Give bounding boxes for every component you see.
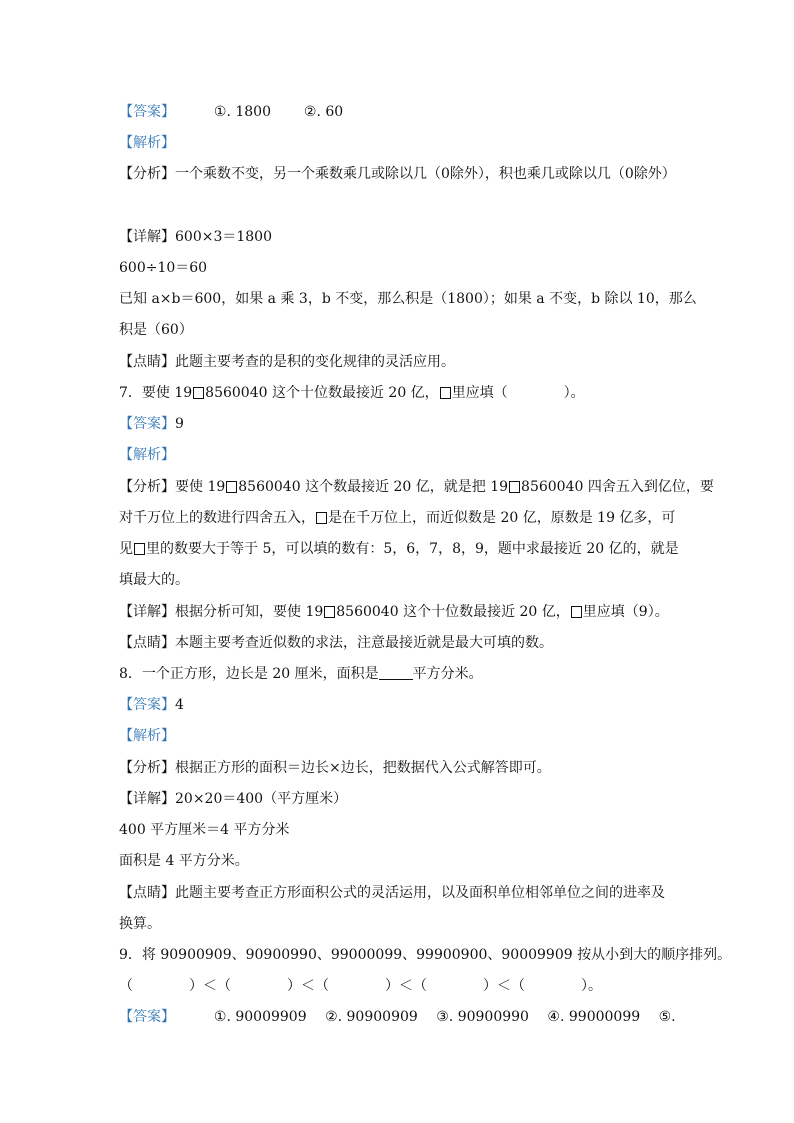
answer-value-1: ①. 90009909 [213, 1009, 307, 1025]
q6-xiangjie-line-4: 积是（60） [119, 322, 193, 338]
dianjing-text: 此题主要考查正方形面积公式的灵活运用，以及面积单位相邻单位之间的进率及 [175, 885, 665, 901]
answer-value-1: ①. 1800 [213, 104, 271, 120]
question-text: 8560040 这个十位数最接近 20 亿， [205, 385, 439, 401]
q7-fenxi-line-2 [119, 508, 675, 528]
q6-xiangjie-line [119, 227, 272, 247]
question-text: 里应填（ ）。 [451, 385, 585, 401]
xiangjie-text: 根据分析可知，要使 19 [175, 604, 324, 620]
fenxi-text: 里的数要大于等于 5，可以填的数有：5，6，7，8，9，题中求最接近 20 亿的，就是 [146, 541, 679, 557]
blank-box [316, 512, 327, 524]
blank-box [509, 481, 520, 493]
fenxi-tag: 【分析】 [119, 479, 175, 495]
q6-fenxi-line [119, 164, 676, 184]
q6-xiangjie-line-3: 已知 a×b＝600，如果 a 乘 3，b 不变，那么积是（1800）；如果 a 不变，b 除以 10，那么 [119, 291, 697, 307]
dianjing-tag: 【点睛】 [119, 354, 175, 370]
xiangjie-tag: 【详解】 [119, 791, 175, 807]
q8-xiangjie-line-3: 面积是 4 平方分米。 [119, 853, 249, 869]
fenxi-text: 见 [119, 541, 133, 557]
q6-xiangjie-line-2: 600÷10＝60 [119, 260, 208, 276]
q8-answer-line [119, 695, 184, 715]
q7-fenxi-line-3 [119, 539, 679, 559]
xiangjie-text: 里应填（9）。 [582, 604, 669, 620]
q9-question: 9．将 90900909、90900990、99000099、99900900、90009909 按从小到大的顺序排列。 [119, 947, 732, 963]
blank-box [134, 543, 145, 555]
question-text: 7．要使 19 [119, 385, 193, 401]
blank-box [571, 606, 582, 618]
xiangjie-tag: 【详解】 [119, 604, 175, 620]
q8-xiangjie-line-2: 400 平方厘米＝4 平方分米 [119, 822, 290, 838]
fenxi-text: 一个乘数不变，另一个乘数乘几或除以几（0除外），积也乘几或除以几（0除外） [175, 166, 676, 182]
fenxi-tag: 【分析】 [119, 760, 175, 776]
q7-xiangjie-line [119, 602, 669, 622]
fenxi-text: 是在千万位上，而近似数是 20 亿，原数是 19 亿多，可 [328, 510, 676, 526]
fenxi-text: 要使 19 [175, 479, 226, 495]
blank-box [324, 606, 335, 618]
dianjing-tag: 【点睛】 [119, 635, 175, 651]
answer-value-2: ②. 60 [303, 104, 344, 120]
analysis-tag: 【解析】 [119, 447, 175, 463]
answer-tag: 【答案】 [119, 1009, 175, 1025]
answer-value-5: ⑤. [658, 1009, 676, 1025]
answer-value: 4 [175, 697, 184, 713]
fenxi-text: 根据正方形的面积＝边长×边长，把数据代入公式解答即可。 [175, 760, 551, 776]
dianjing-text: 本题主要考查近似数的求法，注意最接近就是最大可填的数。 [175, 635, 553, 651]
q7-question [119, 383, 585, 403]
q7-fenxi-line-4: 填最大的。 [119, 572, 189, 588]
answer-value-4: ④. 99000099 [547, 1009, 641, 1025]
q7-analysis-line [119, 445, 175, 465]
fenxi-text: 对千万位上的数进行四舍五入， [119, 510, 315, 526]
answer-tag: 【答案】 [119, 697, 175, 713]
answer-value-3: ③. 90900990 [436, 1009, 529, 1025]
answer-value: 9 [175, 416, 184, 432]
question-text: 平方分米。 [412, 666, 483, 682]
q6-dianjing-line [119, 352, 455, 372]
q9-blanks: （ ）＜（ ）＜（ ）＜（ ）＜（ ）。 [119, 978, 602, 994]
answer-tag: 【答案】 [119, 416, 175, 432]
q8-fenxi-line [119, 758, 551, 778]
analysis-tag: 【解析】 [119, 728, 175, 744]
q7-dianjing-line [119, 633, 553, 653]
xiangjie-text: 20×20＝400（平方厘米） [175, 791, 348, 807]
q8-dianjing-line-2: 换算。 [119, 916, 161, 932]
question-text: 8．一个正方形，边长是 20 厘米，面积是 [119, 666, 379, 682]
fenxi-text: 8560040 四舍五入到亿位，要 [521, 479, 714, 495]
q8-xiangjie-line [119, 789, 347, 809]
blank-box [193, 387, 204, 399]
q8-question [119, 664, 483, 684]
dianjing-tag: 【点睛】 [119, 885, 175, 901]
xiangjie-tag: 【详解】 [119, 229, 175, 245]
fenxi-text: 8560040 这个数最接近 20 亿，就是把 19 [238, 479, 509, 495]
q8-dianjing-line [119, 883, 665, 903]
dianjing-text: 此题主要考查的是积的变化规律的灵活应用。 [175, 354, 455, 370]
q7-answer-line [119, 414, 184, 434]
answer-tag: 【答案】 [119, 104, 175, 120]
blank-box [226, 481, 237, 493]
xiangjie-text: 600×3＝1800 [175, 229, 272, 245]
q6-analysis-line [119, 133, 175, 153]
analysis-tag: 【解析】 [119, 135, 175, 151]
answer-value-2: ②. 90900909 [325, 1009, 418, 1025]
q8-analysis-line [119, 726, 175, 746]
blank-box [440, 387, 451, 399]
fenxi-tag: 【分析】 [119, 166, 175, 182]
q6-answer-line [119, 102, 343, 122]
q7-fenxi-line-1 [119, 477, 714, 497]
xiangjie-text: 8560040 这个十位数最接近 20 亿， [336, 604, 570, 620]
answer-blank [379, 665, 413, 680]
q9-answer-line [119, 1007, 676, 1027]
